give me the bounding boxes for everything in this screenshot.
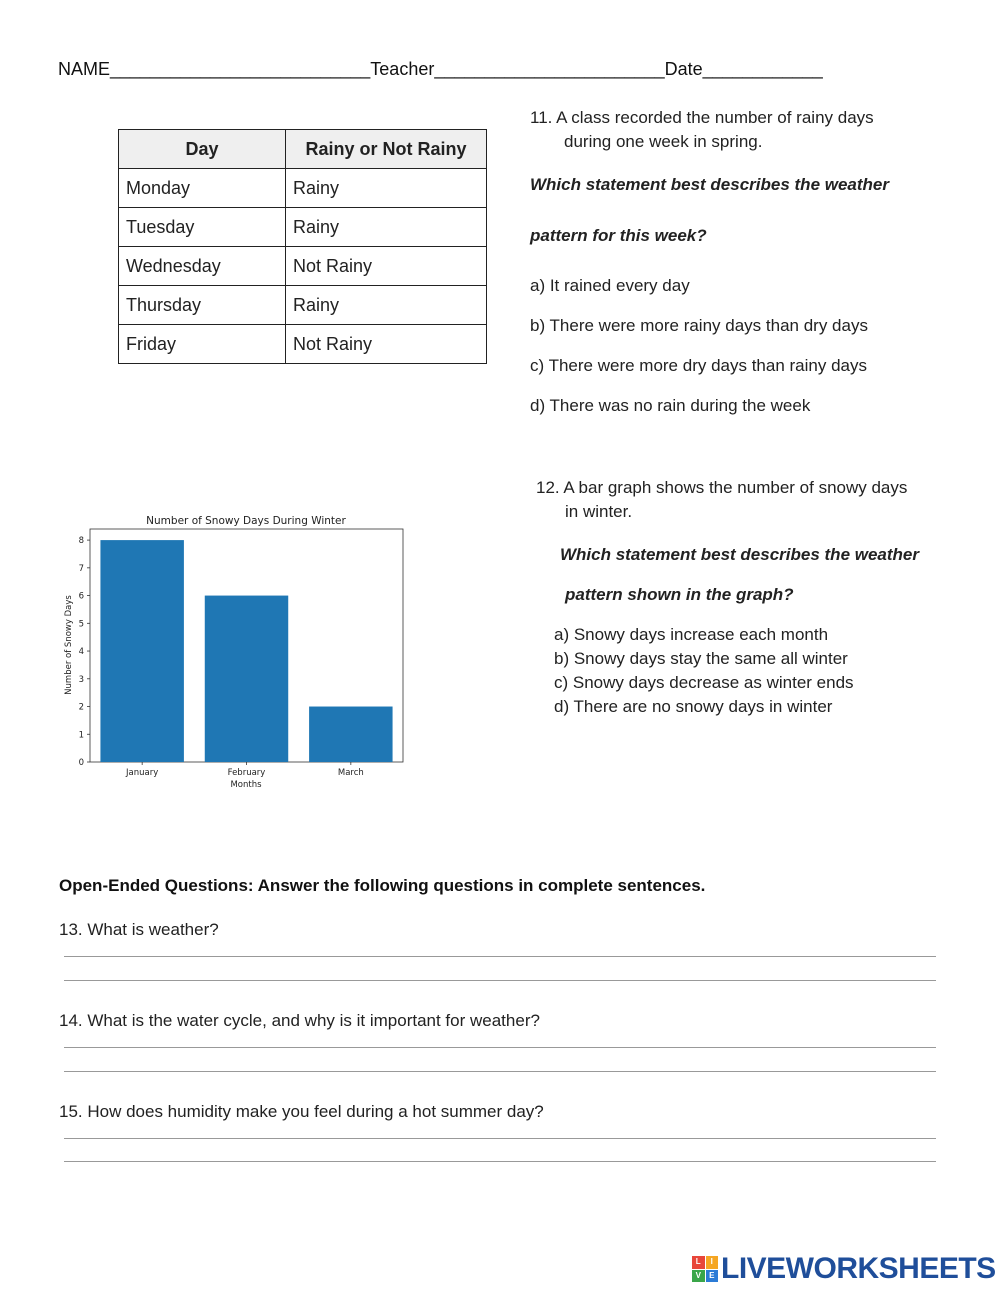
q12-intro-line1: 12. A bar graph shows the number of snowy days: [536, 478, 908, 497]
name-label: NAME: [58, 59, 111, 79]
table-cell-day: Wednesday: [119, 247, 286, 286]
chart-x-tick-label: March: [337, 768, 364, 778]
chart-y-tick-label: 2: [78, 702, 84, 713]
table-row: [119, 325, 487, 364]
chart-y-tick-label: 4: [78, 647, 84, 658]
chart-y-axis-label: Number of Snowy Days: [64, 595, 74, 695]
table-cell-day: Friday: [119, 325, 286, 364]
date-blank[interactable]: ____________: [702, 59, 823, 79]
question-13: 13. What is weather?: [59, 920, 219, 939]
q12-option-d[interactable]: d) There are no snowy days in winter: [554, 697, 833, 716]
table-cell-status: Not Rainy: [286, 325, 487, 364]
teacher-blank[interactable]: _______________________: [434, 59, 665, 79]
chart-y-tick-label: 0: [78, 758, 84, 768]
chart-y-tick-label: 1: [78, 730, 84, 741]
chart-bar-february: [205, 596, 288, 762]
q11-prompt-line2: pattern for this week?: [530, 226, 707, 245]
logo-mark-icon: L I V E: [692, 1256, 718, 1282]
q11-option-d[interactable]: d) There was no rain during the week: [530, 396, 811, 415]
chart-x-tick-label: January: [126, 768, 159, 778]
table-cell-status: Rainy: [286, 208, 487, 247]
table-cell-status: Rainy: [286, 286, 487, 325]
rainy-days-table: [118, 129, 487, 364]
chart-title: Number of Snowy Days During Winter: [146, 515, 346, 527]
table-cell-day: Tuesday: [119, 208, 286, 247]
answer-line-13b[interactable]: [64, 980, 936, 981]
open-ended-title: Open-Ended Questions: Answer the following questions in complete sentences.: [59, 876, 706, 895]
q12-prompt-line2: pattern shown in the graph?: [565, 585, 794, 604]
chart-y-tick-label: 5: [78, 619, 84, 630]
table-cell-status: Not Rainy: [286, 247, 487, 286]
logo-text: LIVEWORKSHEETS: [721, 1252, 996, 1285]
table-row: [119, 286, 487, 325]
table-header-row: [119, 130, 487, 169]
chart-x-axis-label: Months: [230, 780, 262, 790]
q11-prompt-line1: Which statement best describes the weather: [530, 175, 889, 194]
answer-line-14a[interactable]: [64, 1047, 936, 1048]
table-cell-day: Thursday: [119, 286, 286, 325]
question-15: 15. How does humidity make you feel during a hot summer day?: [59, 1102, 544, 1121]
table-row: [119, 169, 487, 208]
answer-line-13a[interactable]: [64, 956, 936, 957]
q11-intro-line2: during one week in spring.: [564, 132, 763, 151]
q12-prompt-line1: Which statement best describes the weather: [560, 545, 919, 564]
q12-option-c[interactable]: c) Snowy days decrease as winter ends: [554, 673, 854, 692]
liveworksheets-logo: [692, 1252, 996, 1286]
snowy-days-bar-chart: [55, 508, 415, 798]
chart-y-tick-label: 8: [78, 536, 84, 547]
table-row: [119, 247, 487, 286]
table-row: [119, 208, 487, 247]
q12-option-b[interactable]: b) Snowy days stay the same all winter: [554, 649, 848, 668]
answer-line-14b[interactable]: [64, 1071, 936, 1072]
q11-option-b[interactable]: b) There were more rainy days than dry days: [530, 316, 868, 335]
q11-option-c[interactable]: c) There were more dry days than rainy days: [530, 356, 867, 375]
q11-intro-line1: 11. A class recorded the number of rainy days: [530, 108, 874, 127]
chart-y-tick-label: 3: [78, 674, 84, 685]
table-cell-day: Monday: [119, 169, 286, 208]
q11-option-a[interactable]: a) It rained every day: [530, 276, 690, 295]
name-blank[interactable]: __________________________: [110, 59, 371, 79]
answer-line-15b[interactable]: [64, 1161, 936, 1162]
teacher-label: Teacher: [370, 59, 435, 79]
chart-bar-january: [100, 540, 183, 762]
table-header-day: Day: [119, 130, 286, 169]
table-header-rainy: Rainy or Not Rainy: [286, 130, 487, 169]
student-header: [58, 59, 823, 80]
chart-x-tick-label: February: [227, 768, 266, 778]
question-14: 14. What is the water cycle, and why is it important for weather?: [59, 1011, 540, 1030]
q12-intro-line2: in winter.: [565, 502, 633, 521]
table-cell-status: Rainy: [286, 169, 487, 208]
q12-option-a[interactable]: a) Snowy days increase each month: [554, 625, 829, 644]
date-label: Date: [664, 59, 703, 79]
chart-y-tick-label: 6: [78, 591, 84, 602]
answer-line-15a[interactable]: [64, 1138, 936, 1139]
chart-bar-march: [309, 707, 392, 762]
chart-y-tick-label: 7: [78, 563, 84, 574]
